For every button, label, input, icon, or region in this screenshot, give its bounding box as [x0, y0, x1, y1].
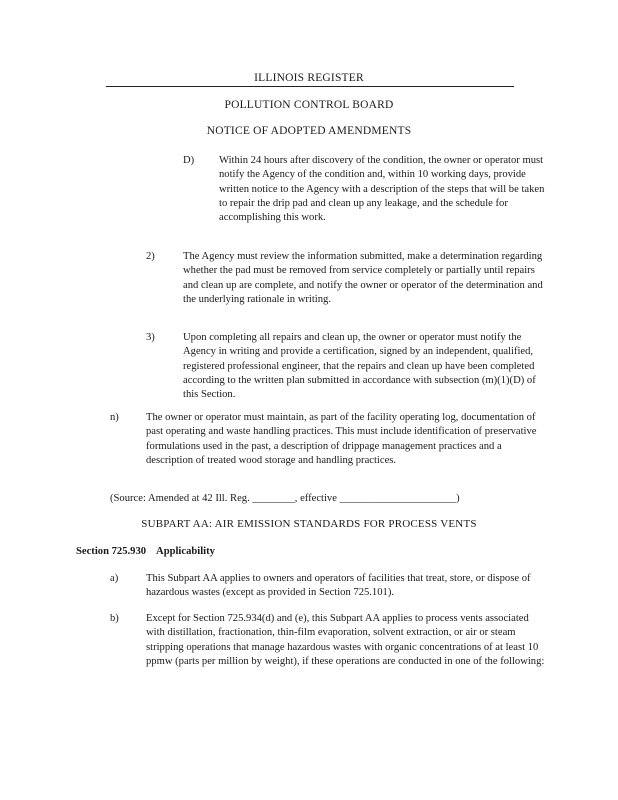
header-rule — [106, 86, 514, 87]
item-d-label: D) — [183, 155, 195, 166]
item-2-text: The Agency must review the information submitted, make a determination regarding whether the pad must be removed from service completely or partially until repairs and clean up are complete, and notify the owner or operator of the determination and the underlying rationale in writing. — [183, 251, 543, 305]
subsection-b-label: b) — [110, 613, 119, 624]
item-3-text: Upon completing all repairs and clean up, the owner or operator must notify the Agency in writing and provide a certification, signed by an independent, qualified, registered professional engineer, that the repairs and clean up have been completed according to the written plan submitted in accordance with subsection (m)(1)(D) of this Section. — [183, 332, 536, 401]
register-title: ILLINOIS REGISTER — [254, 72, 364, 84]
item-n-label: n) — [110, 412, 119, 423]
subpart-title: SUBPART AA: AIR EMISSION STANDARDS FOR PROCESS VENTS — [141, 518, 477, 530]
item-3-label: 3) — [146, 332, 155, 343]
item-d-text: Within 24 hours after discovery of the condition, the owner or operator must notify the Agency of the condition and, within 10 working days, provide written notice to the Agency with a description of the steps that will be taken to repair the drip pad and clean up any leakage, and the schedule for accomplishing this work. — [219, 155, 545, 224]
subsection-b-text: Except for Section 725.934(d) and (e), this Subpart AA applies to process vents associated with distillation, fractionation, thin-film evaporation, solvent extraction, or air or steam stripping operations that manage hazardous wastes with organic concentrations of at least 10 ppmw (parts per million by weight), if these operations are conducted in one of the following: — [146, 613, 545, 667]
section-caption: Applicability — [156, 546, 215, 557]
section-heading — [76, 546, 215, 557]
item-2-label: 2) — [146, 251, 155, 262]
section-number: Section 725.930 — [76, 546, 147, 557]
subsection-a-label: a) — [110, 573, 119, 584]
source-line: (Source: Amended at 42 Ill. Reg. ________, effective ______________________) — [110, 493, 460, 504]
subsection-a-text: This Subpart AA applies to owners and operators of facilities that treat, store, or dispose of hazardous wastes (except as provided in Section 725.101). — [146, 573, 531, 599]
notice-title: NOTICE OF ADOPTED AMENDMENTS — [206, 125, 412, 137]
item-n-text: The owner or operator must maintain, as part of the facility operating log, documentation of past operating and waste handling practices. This must include identification of preservative formulations used in the past, a description of drippage management practices and a description of treated wood storage and handling practices. — [146, 412, 537, 466]
board-title: POLLUTION CONTROL BOARD — [224, 99, 394, 111]
